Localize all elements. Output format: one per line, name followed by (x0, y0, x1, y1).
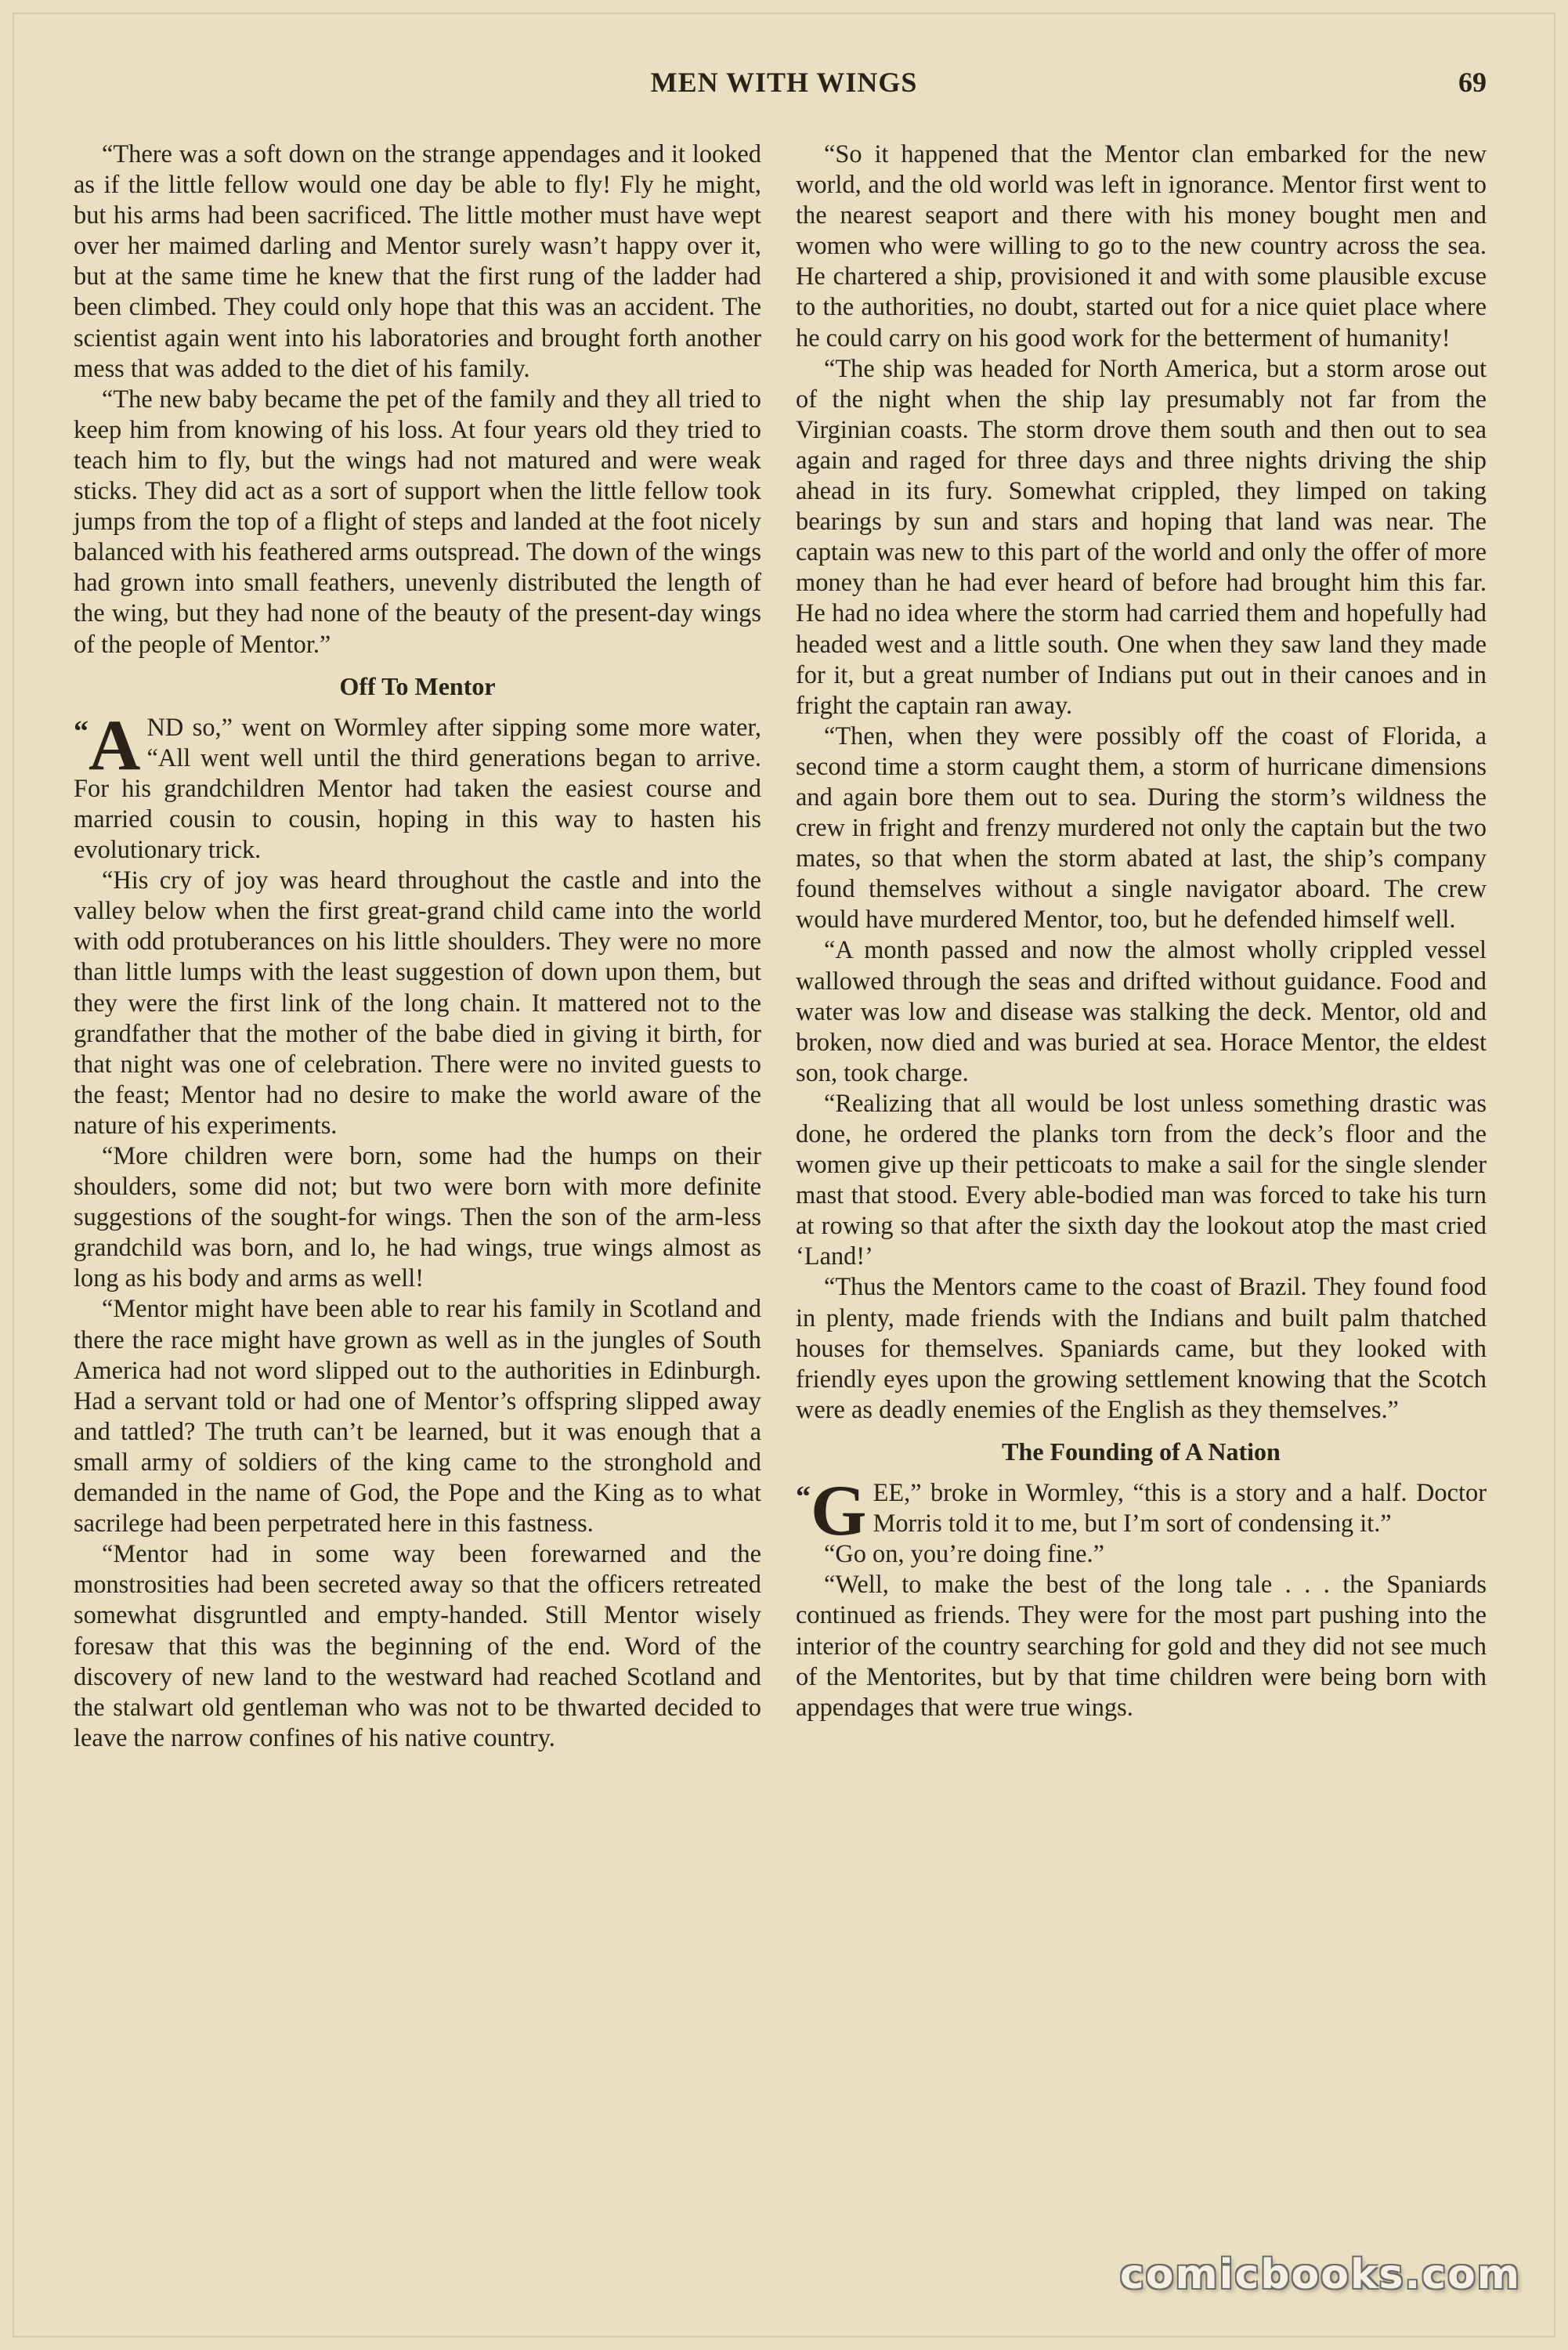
dropcap-letter: G (811, 1470, 867, 1551)
paragraph: “Thus the Mentors came to the coast of Brazil. They found food in plenty, made friends with the Indians and built palm thatched houses for themselves. Spaniards came, but they looked with friendly eyes upon the growing settlement knowing that the Scotch were as deadly enemies of the English as they themselves.” (796, 1273, 1487, 1424)
dropcap-paragraph (796, 1470, 1487, 1551)
watermark-logo: comicbooks.com (1119, 2251, 1521, 2298)
paragraph: “Mentor might have been able to rear his family in Scotland and there the race might have grown as well as in the jungles of South America had not word slipped out to the authorities in Edinburgh. Had a servant told or had one of Mentor’s offspring slipped away and tattled? The truth can’t be learned, but it was enough that a small army of soldiers of the king came to the stronghold and demanded in the name of God, the Pope and the King as to what sacrilege had been perpetrated here in this fastness. (74, 1295, 761, 1538)
paragraph: “A month passed and now the almost wholly crippled vessel wallowed through the seas and drifted without guidance. Food and water was low and disease was stalking the deck. Mentor, old and broken, now died and was buried at sea. Horace Mentor, the eldest son, took charge. (796, 936, 1487, 1087)
paragraph: “His cry of joy was heard throughout the castle and into the valley below when the first great-grand child came into the world with odd protuberances on his little shoulders. They were no more than little lumps with the least suggestion of down upon them, but they were the first link of the long chain. It mattered not to the grandfather that the mother of the babe died in giving it birth, for that night was one of celebration. There were no invited guests to the feast; Mentor had no desire to make the world aware of the nature of his experiments. (74, 866, 761, 1140)
paragraph: “Then, when they were possibly off the coast of Florida, a second time a storm caught them, a storm of hurricane dimensions and again bore them out to sea. During the storm’s wildness the crew in fright and frenzy murdered not only the captain but the two mates, so that when the storm abated at last, the ship’s company found themselves without a single navigator aboard. The crew would have murdered Mentor, too, but he defended himself well. (796, 721, 1487, 935)
paragraph: “More children were born, some had the humps on their shoulders, some did not; but two were born with more definite suggestions of the sought-for wings. Then the son of the arm-less grandchild was born, and lo, he had wings, true wings almost as long as his body and arms as well! (74, 1142, 761, 1293)
page-number: 69 (1458, 67, 1487, 98)
paragraph: “Go on, you’re doing fine.” (824, 1540, 1104, 1569)
paragraph: “The new baby became the pet of the family and they all tried to keep him from knowing of his loss. At four years old they tried to teach him to fly, but the wings had not matured and were weak sticks. They did act as a sort of support when the little fellow took jumps from the top of a flight of steps and landed at the foot nicely balanced with his feathered arms outspread. The down of the wings had grown into small feathers, unevenly distributed the length of the wing, but they had none of the beauty of the present-day wings of the people of Mentor.” (74, 385, 761, 659)
section-heading: Off To Mentor (339, 671, 496, 700)
section-heading: The Founding of A Nation (1002, 1437, 1281, 1466)
running-head (0, 66, 1568, 113)
right-column (796, 139, 1487, 1723)
dropcap-text: EE,” broke in Wormley, “this is a story and a half. Doctor Morris told it to me, but I’m sort of condensing it.” (873, 1479, 1487, 1538)
paragraph: “Mentor had in some way been forewarned and the monstrosities had been secreted away so that the officers retreated somewhat disgruntled and empty-handed. Still Mentor wisely foresaw that this was the beginning of the end. Word of the discovery of new land to the westward had reached Scotland and the stalwart old gentleman who was not to be thwarted decided to leave the narrow confines of his native country. (74, 1540, 761, 1752)
dropcap (74, 704, 141, 785)
paragraph: “Realizing that all would be lost unless something drastic was done, he ordered the planks torn from the deck’s floor and the women give up their petticoats to make a sail for the single slender mast that stood. Every able-bodied man was forced to take his turn at rowing so that after the sixth day the lookout atop the mast cried ‘Land!’ (796, 1089, 1487, 1271)
paragraph: “There was a soft down on the strange appendages and it looked as if the little fellow would one day be able to fly! Fly he might, but his arms had been sacrificed. The little mother must have wept over her maimed darling and Mentor surely wasn’t happy over it, but at the same time he knew that the first rung of the ladder had been climbed. They could only hope that this was an accident. The scientist again went into his laboratories and brought forth another mess that was added to the diet of his family. (74, 140, 761, 383)
dropcap (796, 1470, 867, 1551)
running-title: MEN WITH WINGS (650, 67, 918, 98)
paragraph: “The ship was headed for North America, but a storm arose out of the night when the ship lay presumably not far from the Virginian coasts. The storm drove them south and then out to sea again and raged for three days and three nights driving the ship ahead in its fury. Somewhat crippled, they limped on taking bearings by sun and stars and hoping that land was near. The captain was new to this part of the world and only the offer of more money than he had ever heard of before had brought him this far. He had no idea where the storm had carried them and hopefully had headed west and a little south. One when they saw land they made for it, but a great number of Indians put out in their canoes and in fright the captain ran away. (796, 354, 1487, 720)
left-column (74, 139, 761, 1754)
dropcap-letter: A (89, 704, 141, 785)
dropcap-paragraph (74, 704, 761, 866)
paragraph: “Well, to make the best of the long tale . . . the Spaniards continued as friends. They were for the most part pushing into the interior of the country searching for gold and they did not see much of the Mentorites, but by that time children were being born with appendages that were true wings. (796, 1571, 1487, 1722)
dropcap-quote: “ (74, 714, 89, 748)
dropcap-text: ND so,” went on Wormley after sipping some more water, “All went well until the third generations began to arrive. For his grandchildren Mentor had taken the easiest course and married cousin to cousin, hoping in this way to hasten his evolutionary trick. (74, 713, 761, 865)
dropcap-quote: “ (796, 1480, 811, 1514)
paragraph: “So it happened that the Mentor clan embarked for the new world, and the old world was left in ignorance. Mentor first went to the nearest seaport and there with his money bought men and women who were willing to go to the new country across the sea. He chartered a ship, provisioned it and with some plausible excuse to the authorities, no doubt, started out for a nice quiet place where he could carry on his good work for the betterment of humanity! (796, 140, 1487, 352)
